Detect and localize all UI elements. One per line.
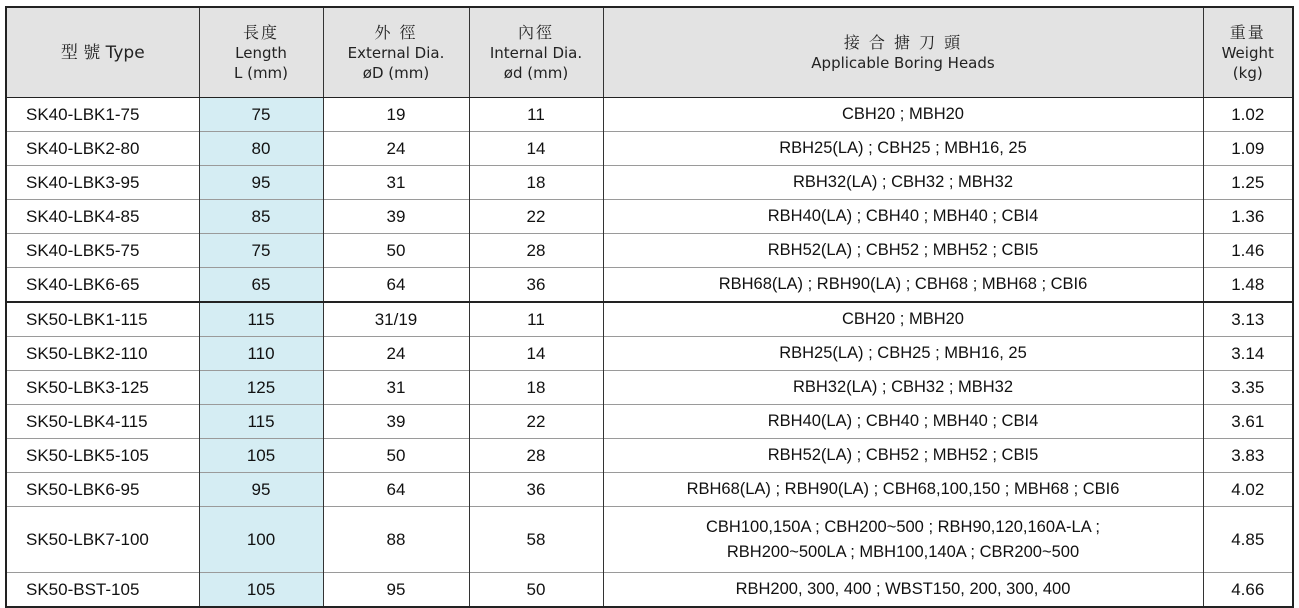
cell-length: 105 bbox=[199, 439, 323, 473]
cell-weight: 1.46 bbox=[1203, 234, 1293, 268]
header-external-dia-zh: 外 徑 bbox=[374, 22, 418, 42]
cell-internal-dia: 36 bbox=[469, 268, 603, 303]
cell-internal-dia: 22 bbox=[469, 200, 603, 234]
cell-boring-heads: RBH68(LA) ; RBH90(LA) ; CBH68 ; MBH68 ; CBI6 bbox=[603, 268, 1203, 303]
cell-external-dia: 64 bbox=[323, 473, 469, 507]
boring-heads-line-1: CBH100,150A ; CBH200~500 ; RBH90,120,160A-LA ; bbox=[706, 517, 1100, 536]
table-row bbox=[6, 166, 1293, 200]
cell-boring-heads: RBH200, 300, 400 ; WBST150, 200, 300, 400 bbox=[603, 573, 1203, 608]
header-boring-heads-en: Applicable Boring Heads bbox=[811, 53, 995, 72]
cell-length: 115 bbox=[199, 302, 323, 337]
cell-boring-heads: RBH40(LA) ; CBH40 ; MBH40 ; CBI4 bbox=[603, 200, 1203, 234]
header-internal-dia-zh: 內徑 bbox=[517, 22, 554, 42]
cell-length: 125 bbox=[199, 371, 323, 405]
cell-internal-dia: 18 bbox=[469, 371, 603, 405]
cell-type: SK40-LBK4-85 bbox=[6, 200, 199, 234]
cell-boring-heads: RBH25(LA) ; CBH25 ; MBH16, 25 bbox=[603, 337, 1203, 371]
cell-type: SK40-LBK6-65 bbox=[6, 268, 199, 303]
cell-type: SK40-LBK2-80 bbox=[6, 132, 199, 166]
header-type-en: Type bbox=[105, 42, 145, 63]
header-length-unit: L (mm) bbox=[233, 63, 289, 82]
cell-boring-heads: RBH32(LA) ; CBH32 ; MBH32 bbox=[603, 166, 1203, 200]
table-row bbox=[6, 439, 1293, 473]
cell-external-dia: 88 bbox=[323, 507, 469, 573]
cell-length: 75 bbox=[199, 98, 323, 132]
cell-internal-dia: 14 bbox=[469, 132, 603, 166]
header-internal-dia-en: Internal Dia. bbox=[489, 43, 583, 62]
cell-external-dia: 31/19 bbox=[323, 302, 469, 337]
cell-internal-dia: 11 bbox=[469, 302, 603, 337]
cell-external-dia: 19 bbox=[323, 98, 469, 132]
cell-length: 80 bbox=[199, 132, 323, 166]
cell-internal-dia: 22 bbox=[469, 405, 603, 439]
cell-boring-heads: RBH52(LA) ; CBH52 ; MBH52 ; CBI5 bbox=[603, 439, 1203, 473]
table-row bbox=[6, 234, 1293, 268]
cell-external-dia: 31 bbox=[323, 166, 469, 200]
header-length-zh: 長度 bbox=[242, 22, 279, 42]
cell-external-dia: 31 bbox=[323, 371, 469, 405]
table-row bbox=[6, 507, 1293, 573]
cell-boring-heads: RBH52(LA) ; CBH52 ; MBH52 ; CBI5 bbox=[603, 234, 1203, 268]
cell-boring-heads: CBH20 ; MBH20 bbox=[603, 302, 1203, 337]
table-row bbox=[6, 337, 1293, 371]
cell-type: SK50-BST-105 bbox=[6, 573, 199, 608]
cell-external-dia: 39 bbox=[323, 405, 469, 439]
table-row bbox=[6, 268, 1293, 303]
cell-length: 110 bbox=[199, 337, 323, 371]
header-weight-unit: (kg) bbox=[1232, 63, 1263, 82]
cell-external-dia: 95 bbox=[323, 573, 469, 608]
cell-internal-dia: 14 bbox=[469, 337, 603, 371]
table-row bbox=[6, 405, 1293, 439]
cell-type: SK50-LBK3-125 bbox=[6, 371, 199, 405]
cell-length: 105 bbox=[199, 573, 323, 608]
header-length bbox=[199, 7, 323, 98]
table-row bbox=[6, 200, 1293, 234]
cell-boring-heads: RBH68(LA) ; RBH90(LA) ; CBH68,100,150 ; MBH68 ; CBI6 bbox=[603, 473, 1203, 507]
cell-internal-dia: 28 bbox=[469, 234, 603, 268]
header-boring-heads bbox=[603, 7, 1203, 98]
cell-weight: 1.48 bbox=[1203, 268, 1293, 303]
cell-type: SK50-LBK6-95 bbox=[6, 473, 199, 507]
table-row bbox=[6, 132, 1293, 166]
cell-external-dia: 24 bbox=[323, 337, 469, 371]
header-type bbox=[6, 7, 199, 98]
header-external-dia-en: External Dia. bbox=[347, 43, 445, 62]
cell-weight: 4.66 bbox=[1203, 573, 1293, 608]
cell-length: 75 bbox=[199, 234, 323, 268]
header-external-dia bbox=[323, 7, 469, 98]
cell-length: 100 bbox=[199, 507, 323, 573]
cell-weight: 1.25 bbox=[1203, 166, 1293, 200]
spec-table bbox=[5, 6, 1294, 608]
cell-weight: 3.14 bbox=[1203, 337, 1293, 371]
cell-weight: 1.02 bbox=[1203, 98, 1293, 132]
header-weight-en: Weight bbox=[1221, 43, 1274, 62]
cell-length: 95 bbox=[199, 473, 323, 507]
table-row bbox=[6, 98, 1293, 132]
cell-weight: 4.85 bbox=[1203, 507, 1293, 573]
header-weight-zh: 重量 bbox=[1229, 22, 1266, 42]
cell-type: SK50-LBK1-115 bbox=[6, 302, 199, 337]
header-internal-dia-unit: ød (mm) bbox=[503, 63, 569, 82]
cell-boring-heads: RBH25(LA) ; CBH25 ; MBH16, 25 bbox=[603, 132, 1203, 166]
cell-type: SK50-LBK7-100 bbox=[6, 507, 199, 573]
table-row bbox=[6, 573, 1293, 608]
cell-length: 95 bbox=[199, 166, 323, 200]
cell-internal-dia: 50 bbox=[469, 573, 603, 608]
cell-boring-heads: RBH40(LA) ; CBH40 ; MBH40 ; CBI4 bbox=[603, 405, 1203, 439]
table-row bbox=[6, 371, 1293, 405]
cell-internal-dia: 58 bbox=[469, 507, 603, 573]
cell-external-dia: 50 bbox=[323, 234, 469, 268]
cell-type: SK40-LBK3-95 bbox=[6, 166, 199, 200]
cell-internal-dia: 18 bbox=[469, 166, 603, 200]
cell-external-dia: 64 bbox=[323, 268, 469, 303]
header-row bbox=[6, 7, 1293, 98]
cell-weight: 3.13 bbox=[1203, 302, 1293, 337]
cell-type: SK40-LBK1-75 bbox=[6, 98, 199, 132]
cell-internal-dia: 11 bbox=[469, 98, 603, 132]
cell-length: 65 bbox=[199, 268, 323, 303]
cell-weight: 1.36 bbox=[1203, 200, 1293, 234]
header-boring-heads-zh: 接 合 搪 刀 頭 bbox=[843, 32, 963, 52]
table-row bbox=[6, 302, 1293, 337]
header-internal-dia bbox=[469, 7, 603, 98]
cell-weight: 3.35 bbox=[1203, 371, 1293, 405]
cell-type: SK50-LBK5-105 bbox=[6, 439, 199, 473]
cell-external-dia: 24 bbox=[323, 132, 469, 166]
cell-boring-heads: RBH32(LA) ; CBH32 ; MBH32 bbox=[603, 371, 1203, 405]
cell-weight: 3.83 bbox=[1203, 439, 1293, 473]
header-external-dia-unit: øD (mm) bbox=[362, 63, 430, 82]
cell-length: 85 bbox=[199, 200, 323, 234]
cell-type: SK40-LBK5-75 bbox=[6, 234, 199, 268]
cell-type: SK50-LBK4-115 bbox=[6, 405, 199, 439]
boring-heads-line-2: RBH200~500LA ; MBH100,140A ; CBR200~500 bbox=[726, 542, 1080, 561]
cell-weight: 4.02 bbox=[1203, 473, 1293, 507]
cell-internal-dia: 28 bbox=[469, 439, 603, 473]
cell-weight: 3.61 bbox=[1203, 405, 1293, 439]
cell-weight: 1.09 bbox=[1203, 132, 1293, 166]
cell-boring-heads: CBH20 ; MBH20 bbox=[603, 98, 1203, 132]
header-weight bbox=[1203, 7, 1293, 98]
cell-internal-dia: 36 bbox=[469, 473, 603, 507]
cell-length: 115 bbox=[199, 405, 323, 439]
header-type-zh: 型 號 bbox=[60, 42, 101, 63]
cell-boring-heads bbox=[603, 507, 1203, 573]
table-row bbox=[6, 473, 1293, 507]
cell-type: SK50-LBK2-110 bbox=[6, 337, 199, 371]
header-length-en: Length bbox=[235, 43, 287, 62]
cell-external-dia: 39 bbox=[323, 200, 469, 234]
cell-external-dia: 50 bbox=[323, 439, 469, 473]
